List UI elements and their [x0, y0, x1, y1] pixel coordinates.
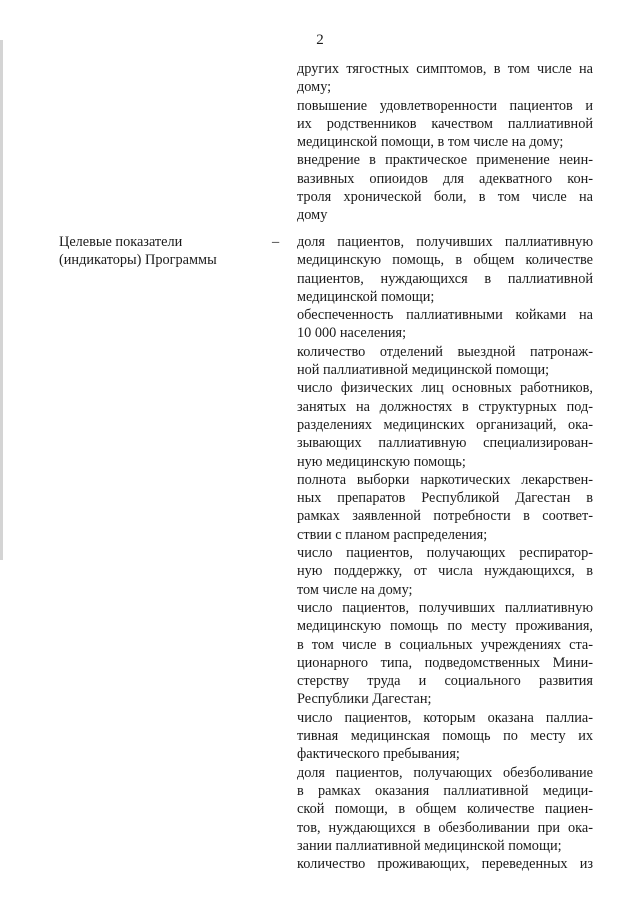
indicator-line: ной паллиативной медицинской помощи;	[297, 362, 550, 379]
text-line: дому	[297, 207, 328, 224]
target-indicators-list	[297, 233, 593, 873]
text-line: вазивных опиоидов для адекватного кон-	[297, 170, 593, 187]
indicator-line: ствии с планом распределения;	[297, 526, 488, 543]
indicator-line: рамках заявленной потребности в соответ-	[297, 508, 593, 525]
indicator-line: ных препаратов Республикой Дагестан в	[297, 490, 593, 507]
previous-section-continuation	[297, 60, 593, 225]
indicator-line: том числе на дому;	[297, 581, 413, 598]
indicator-line: зывающих паллиативную специализирован-	[297, 435, 593, 452]
indicator-line: в рамках оказания паллиативной медици-	[297, 782, 593, 799]
indicator-line: число пациентов, получивших паллиативную	[297, 599, 593, 616]
indicator-line: медицинскую помощь по месту проживания,	[297, 618, 593, 635]
scan-edge-shadow	[0, 0, 3, 905]
indicator-line: доля пациентов, получивших паллиативную	[297, 234, 593, 250]
section-label-target-indicators	[59, 233, 264, 270]
text-line: их родственников качеством паллиативной	[297, 115, 593, 132]
indicator-line: полнота выборки наркотических лекарствен-	[297, 471, 593, 488]
indicator-line: количество отделений выездной патронаж-	[297, 343, 593, 360]
indicator-line: стерству труда и социального развития	[297, 673, 593, 690]
indicator-line: число пациентов, получающих респиратор-	[297, 545, 593, 562]
text-line: троля хронической боли, в том числе на	[297, 189, 593, 206]
text-line: медицинской помощи, в том числе на дому;	[297, 134, 564, 151]
indicator-line: тов, нуждающихся в обезболивании при ока-	[297, 819, 593, 836]
indicator-line: 10 000 населения;	[297, 325, 407, 342]
text-line: внедрение в практическое применение неин-	[297, 152, 593, 169]
section-dash: –	[272, 234, 280, 250]
indicator-line: тивная медицинская помощь по месту их	[297, 728, 593, 745]
indicator-line: занятых на должностях в структурных под-	[297, 398, 593, 415]
page-number: 2	[316, 32, 324, 48]
indicator-line: пациентов, нуждающихся в паллиативной	[297, 270, 593, 287]
indicator-line: число физических лиц основных работников,	[297, 380, 593, 397]
text-line: других тягостных симптомов, в том числе на	[297, 61, 593, 77]
indicator-line: фактического пребывания;	[297, 746, 460, 763]
label-line: (индикаторы) Программы	[59, 252, 217, 269]
indicator-line: зании паллиативной медицинской помощи;	[297, 837, 562, 854]
indicator-line: в том числе в социальных учреждениях ста-	[297, 636, 593, 653]
indicator-line: количество проживающих, переведенных из	[297, 856, 593, 873]
indicator-line: Республики Дагестан;	[297, 691, 432, 708]
indicator-line: доля пациентов, получающих обезболивание	[297, 764, 593, 781]
indicator-line: разделениях медицинских организаций, ока-	[297, 416, 593, 433]
text-line: повышение удовлетворенности пациентов и	[297, 97, 593, 114]
indicator-line: ской помощи, в общем количестве пациен-	[297, 801, 593, 818]
indicator-line: медицинскую помощь, в общем количестве	[297, 252, 593, 269]
indicator-line: ную поддержку, от числа нуждающихся, в	[297, 563, 593, 580]
text-line: дому;	[297, 79, 332, 96]
indicator-line: медицинской помощи;	[297, 288, 435, 305]
label-line: Целевые показатели	[59, 234, 183, 250]
indicator-line: обеспеченность паллиативными койками на	[297, 307, 593, 324]
indicator-line: ную медицинскую помощь;	[297, 453, 466, 470]
indicator-line: ционарного типа, подведомственных Мини-	[297, 654, 593, 671]
indicator-line: число пациентов, которым оказана паллиа-	[297, 709, 593, 726]
